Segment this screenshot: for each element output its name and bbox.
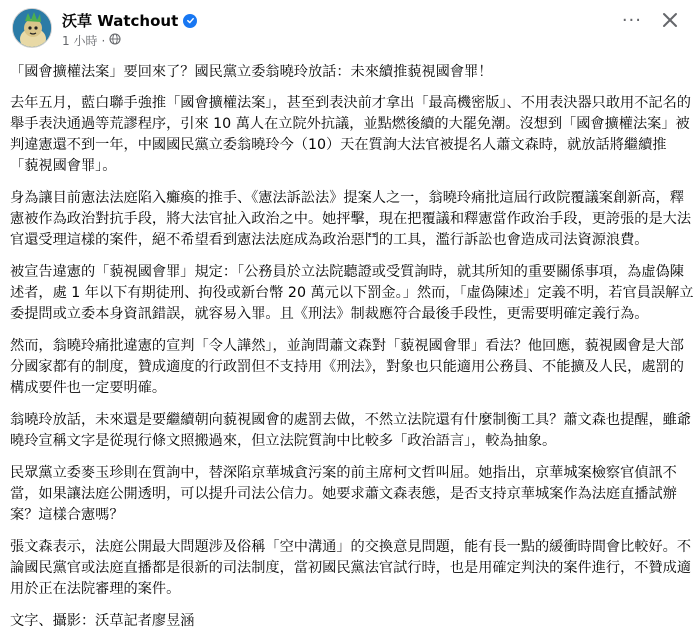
post-paragraph: 身為讓目前憲法法庭陷入癱瘓的推手、《憲法訴訟法》提案人之一，翁曉玲痛批這屆行政院覆議案創新高，釋憲被作為政治對抗手段，將大法官扯入政治之中。她抨擊，現在把覆議和釋憲當作政治手段，更誇張的是大法官還受理這樣的案件，絕不希望看到憲法法庭成為政治惡鬥的工具，濫行訴訟也會造成司法資源浪費。 [10, 190, 692, 248]
post-paragraph: 翁曉玲放話，未來還是要繼續朝向藐視國會的處罰去做，不然立法院還有什麼制衡工具？蕭文森也提醒，雖爺曉玲宣稱文字是從現行條文照搬過來，但立法院質詢中比較多「政治語言」，較為抽象。 [10, 412, 692, 449]
post-headline: 「國會擴權法案」要回來了？國民黨立委翁曉玲放話：未來續推藐視國會罪！ [10, 64, 493, 80]
close-icon[interactable] [660, 10, 680, 34]
post-timestamp[interactable]: 1 小時 [62, 34, 98, 48]
globe-icon[interactable] [109, 33, 121, 48]
post-paragraph: 民眾黨立委麥玉珍則在質詢中，替深陷京華城貪污案的前主席柯文哲叫屈。她指出，京華城案檢察官偵訊不當，如果讓法庭公開透明，可以提升司法公信力。她要求蕭文森表態，是否支持京華城案作為法庭直播試辦案？這樣合憲嗎？ [10, 465, 677, 523]
page-name[interactable] [62, 10, 197, 31]
meta-separator: · [101, 33, 106, 48]
page-name-text[interactable]: 沃草 Watchout [62, 12, 179, 30]
post-meta [62, 32, 121, 49]
more-options-button[interactable]: ··· [621, 10, 642, 31]
watchout-avatar[interactable] [12, 8, 52, 48]
post-header [12, 8, 686, 58]
grass-mascot-icon [13, 9, 52, 48]
post-credit: 文字、攝影：沃草記者廖昱涵 [10, 613, 195, 629]
post-paragraph: 然而，翁曉玲痛批違憲的宣判「令人譁然」，並詢問蕭文森對「藐視國會罪」看法？他回應，藐視國會是大部分國家都有的制度，贊成適度的行政罰但不支持用《刑法》，對象也只能適用公務員、不能擴及人民，處罰的構成要件也一定要明確。 [10, 338, 684, 396]
post-paragraph: 去年五月，藍白聯手強推「國會擴權法案」，甚至到表決前才拿出「最高機密版」、不用表決器只敢用不記名的舉手表決通過等荒謬程序，引來 10 萬人在立院外抗議，並點燃後續的大罷免潮。沒想到「國會擴權法案」被判違憲還不到一年，中國國民黨立委翁曉玲今（10）天在質詢大法官被提名人蕭文森時，就放話將繼續推「藐視國會罪」。 [10, 95, 691, 174]
post-paragraph: 張文森表示，法庭公開最大問題涉及俗稱「空中溝通」的交換意見問題，能有長一點的緩衝時間會比較好。不論國民黨官或法庭直播都是很新的司法制度，當初國民黨法官試行時，也是用確定判決的案件進行，不贊成適用於正在法院審理的案件。 [10, 539, 692, 597]
post-paragraph: 被宣告違憲的「藐視國會罪」規定：「公務員於立法院聽證或受質詢時，就其所知的重要關係事項，為虛偽陳述者，處 1 年以下有期徒刑、拘役或新台幣 20 萬元以下罰金。」然而，「虛偽陳述」定義不明，若官員誤解立委提問或立委本身資訊錯誤，就容易入罪。且《刑法》制裁應符合最後手段性，更需要明確定義行為。 [10, 264, 694, 322]
post-body [10, 62, 694, 643]
verified-badge-icon [183, 14, 197, 28]
